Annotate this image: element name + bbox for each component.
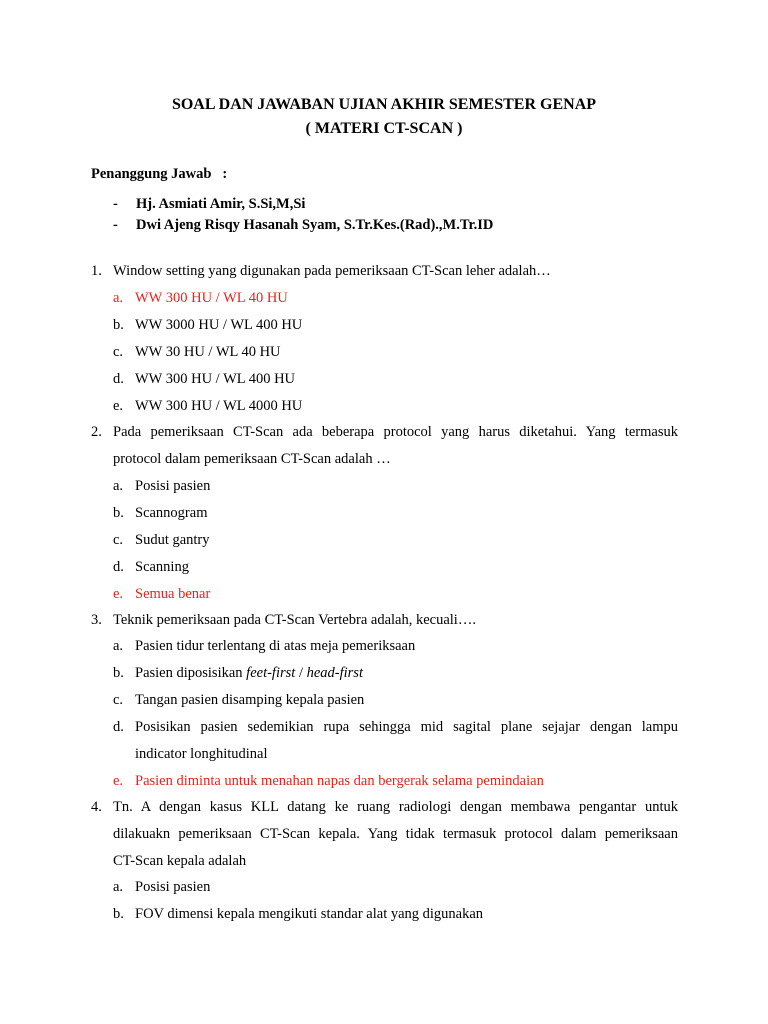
question-text-line: CT-Scan kepala adalah [113,853,247,869]
option-2d [113,554,678,581]
option-text-separator: / [295,665,307,681]
option-3b [113,660,678,687]
option-text: WW 300 HU / WL 40 HU [135,290,288,306]
option-text: Tangan pasien disamping kepala pasien [135,692,365,708]
option-letter: a. [113,478,124,494]
option-letter: b. [113,505,124,521]
option-text-line: Posisikan pasien sedemikian rupa sehingga mid sagital plane sejajar dengan lampu [135,719,678,735]
option-letter: a. [113,638,124,654]
question-text: Teknik pemeriksaan pada CT-Scan Vertebra adalah, kecuali…. [113,612,476,628]
option-text: Posisi pasien [135,478,211,494]
option-3e [113,768,678,795]
document-subtitle: ( MATERI CT-SCAN ) [305,120,463,137]
option-text-line: indicator longhitudinal [135,746,268,762]
responsible-item [113,194,493,215]
option-1a [113,285,678,312]
option-2a [113,473,678,500]
option-letter: b. [113,317,124,333]
responsible-name: Dwi Ajeng Risqy Hasanah Syam, S.Tr.Kes.(Rad).,M.Tr.ID [136,217,494,233]
option-letter: c. [113,532,124,548]
option-text: Scannogram [135,505,208,521]
option-text-italic: head-first [306,665,363,681]
option-text: WW 30 HU / WL 40 HU [135,344,281,360]
option-letter: d. [113,559,124,575]
document-title: SOAL DAN JAWABAN UJIAN AKHIR SEMESTER GENAP [171,96,597,113]
option-letter: c. [113,692,124,708]
option-letter: e. [113,586,124,602]
question-text: Window setting yang digunakan pada pemeriksaan CT-Scan leher adalah… [113,263,551,279]
question-1 [91,258,678,285]
option-2b [113,500,678,527]
option-letter: a. [113,879,124,895]
option-1d [113,366,678,393]
responsible-label: Penanggung Jawab : [91,166,228,182]
question-text-line: dilakuakn pemeriksaan CT-Scan kepala. Yang tidak termasuk protocol dalam pemeriksaan [113,826,678,842]
question-number: 1. [91,263,102,279]
option-1e [113,393,678,420]
question-number: 3. [91,612,102,628]
option-text: WW 300 HU / WL 400 HU [135,371,296,387]
option-text: Semua benar [135,586,211,602]
option-text [135,660,678,687]
responsible-item [113,215,493,236]
option-4b [113,901,678,928]
option-text-prefix: Pasien diposisikan [135,665,247,681]
option-letter: d. [113,719,124,735]
option-text-italic: feet-first [246,665,296,681]
responsible-name: Hj. Asmiati Amir, S.Si,M,Si [136,196,306,212]
option-text: Scanning [135,559,189,575]
option-letter: e. [113,398,124,414]
question-text-line: protocol dalam pemeriksaan CT-Scan adalah … [113,451,391,467]
option-2e [113,581,678,608]
option-letter: c. [113,344,124,360]
option-letter: b. [113,906,124,922]
question-number: 2. [91,424,102,440]
question-number: 4. [91,799,102,815]
option-1c [113,339,678,366]
list-dash: - [113,196,118,212]
list-dash: - [113,217,118,233]
question-text-line: Pada pemeriksaan CT-Scan ada beberapa protocol yang harus diketahui. Yang termasuk [113,424,678,440]
option-1b [113,312,678,339]
option-text: FOV dimensi kepala mengikuti standar alat yang digunakan [135,906,484,922]
option-text: Pasien diminta untuk menahan napas dan bergerak selama pemindaian [135,773,544,789]
option-text: Pasien tidur terlentang di atas meja pemeriksaan [135,638,416,654]
option-4a [113,874,678,901]
option-letter: e. [113,773,124,789]
option-2c [113,527,678,554]
option-text: Posisi pasien [135,879,211,895]
option-letter: a. [113,290,124,306]
option-text: WW 300 HU / WL 4000 HU [135,398,303,414]
question-2 [91,419,678,473]
option-letter: b. [113,665,124,681]
option-3a [113,633,678,660]
option-letter: d. [113,371,124,387]
responsible-list [113,194,493,236]
question-3 [91,607,678,634]
option-text: WW 3000 HU / WL 400 HU [135,317,303,333]
option-3d [113,714,678,768]
question-4 [91,794,678,875]
option-3c [113,687,678,714]
question-text-line: Tn. A dengan kasus KLL datang ke ruang radiologi dengan membawa pengantar untuk [113,799,678,815]
option-text: Sudut gantry [135,532,210,548]
